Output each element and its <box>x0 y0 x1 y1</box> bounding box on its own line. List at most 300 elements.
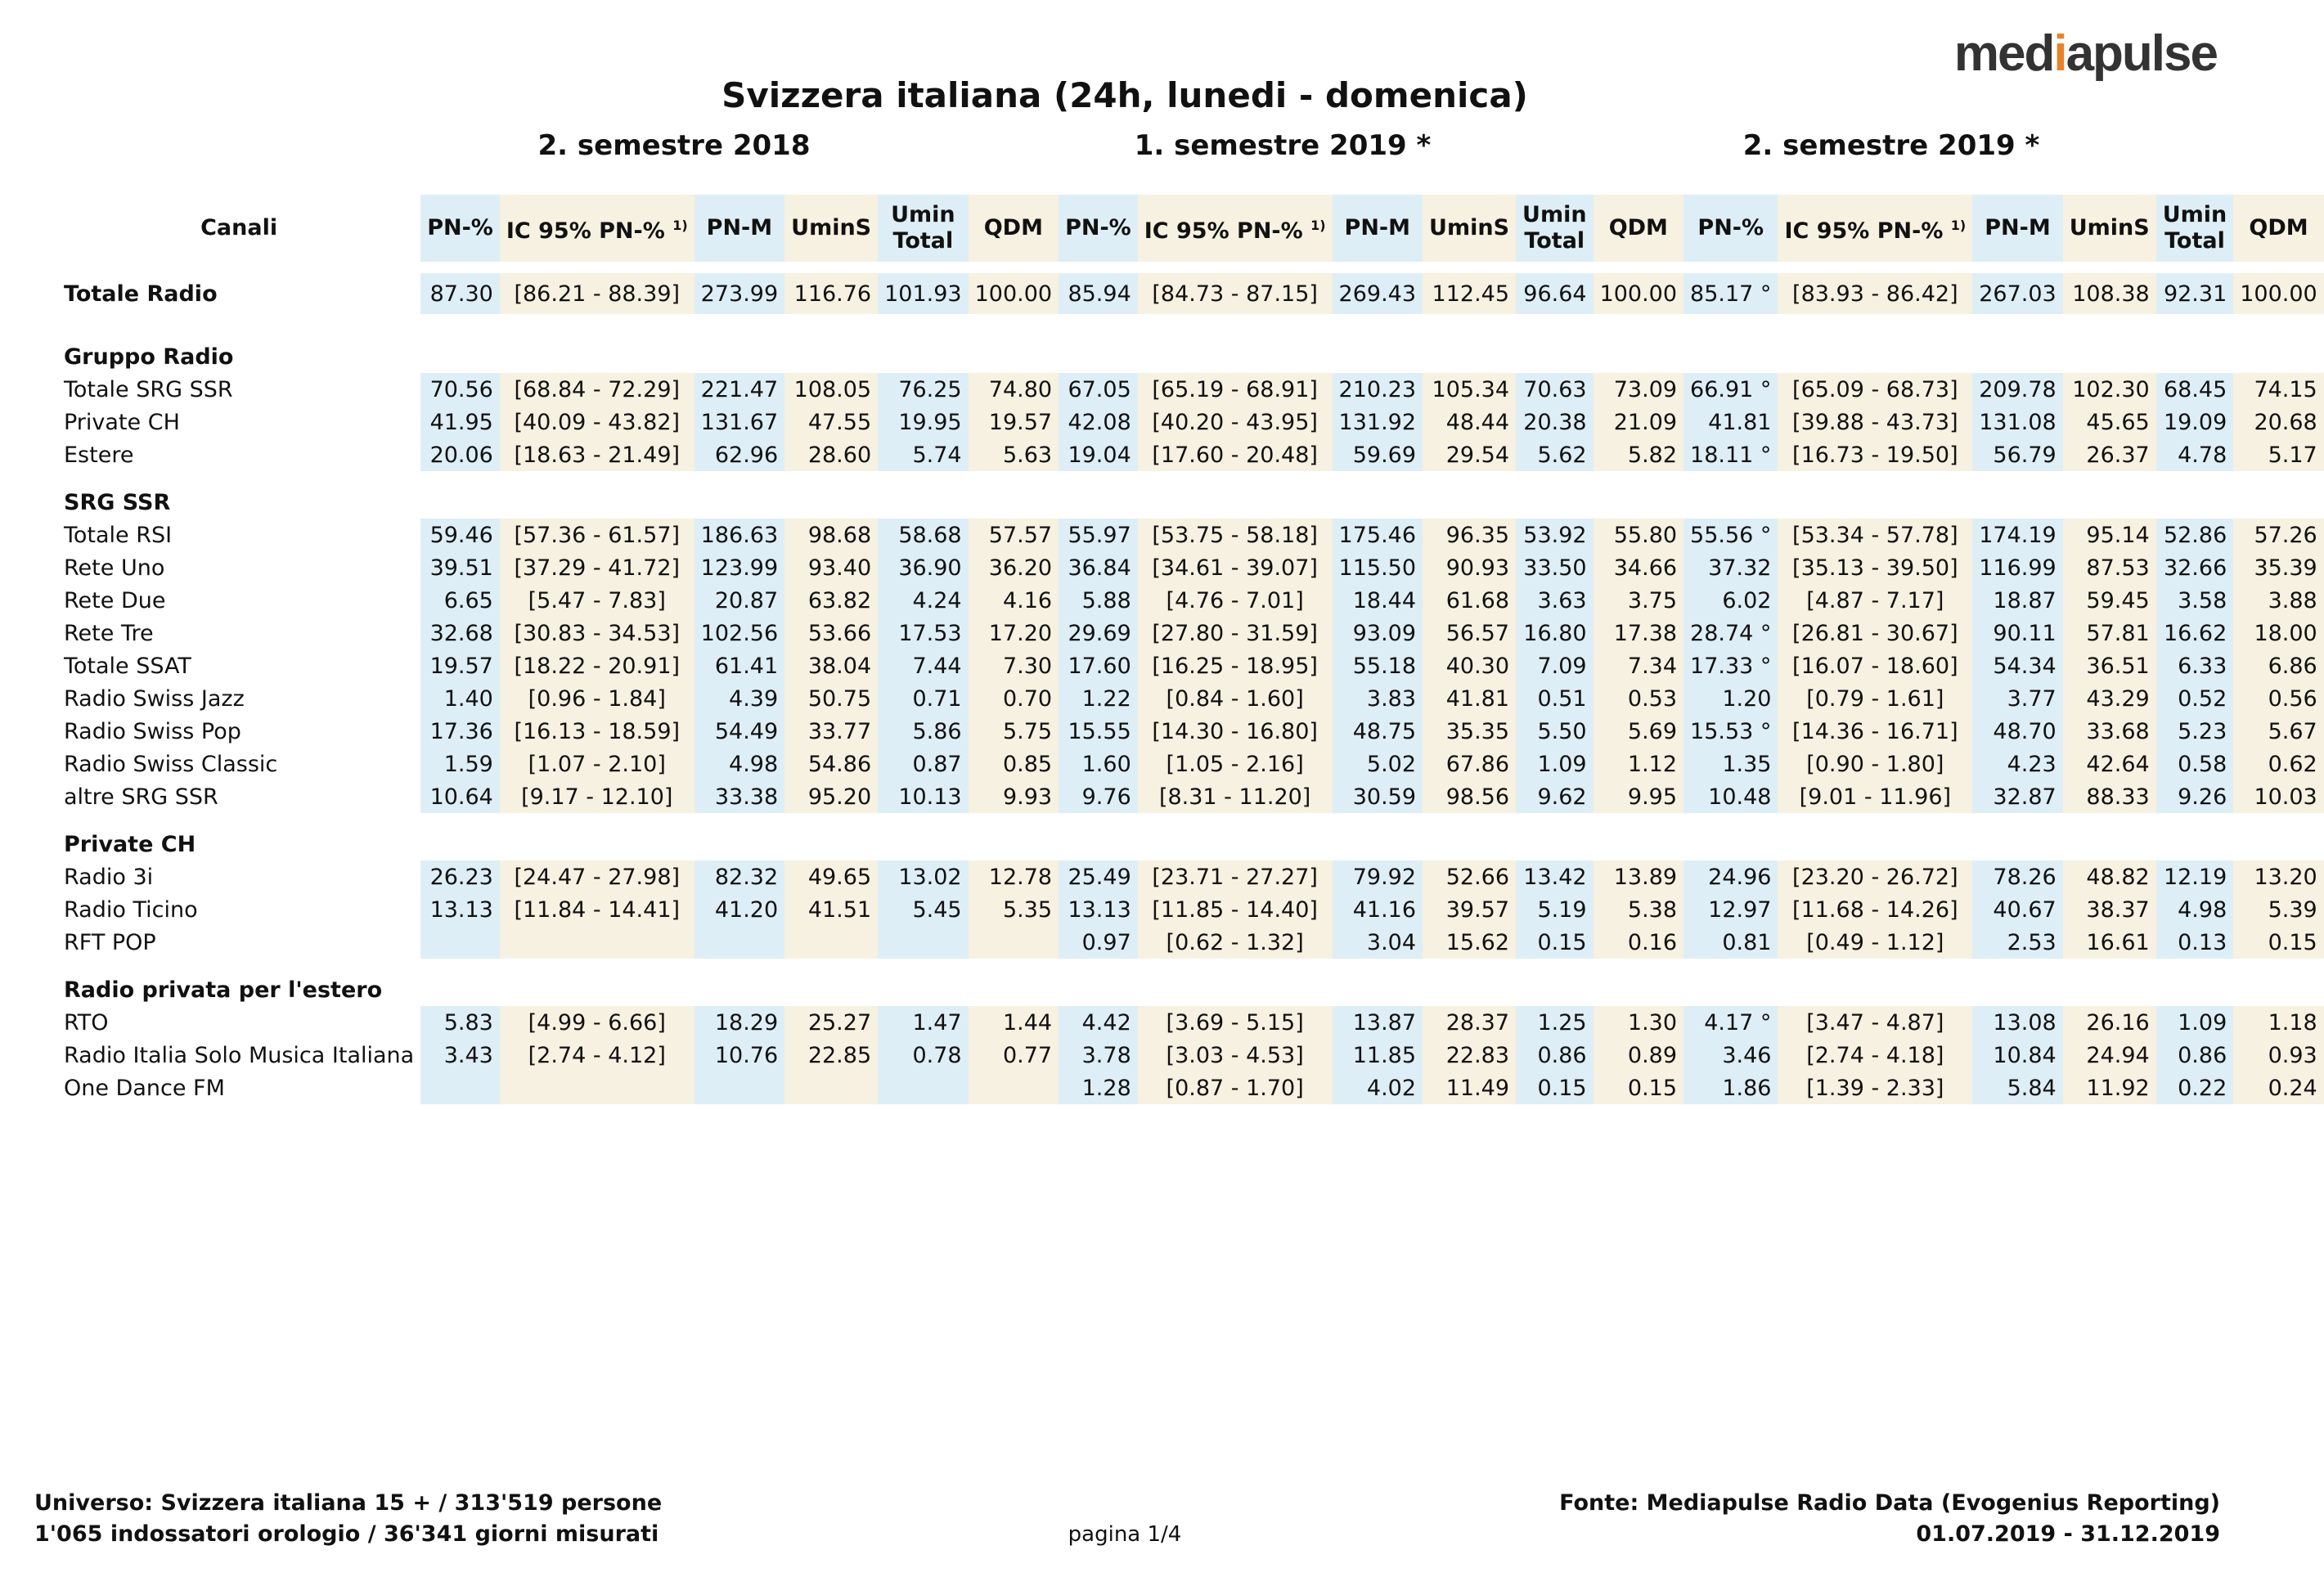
cell-pn-m: 2.53 <box>1972 926 2062 959</box>
cell-umins: 63.82 <box>784 584 878 617</box>
cell-pn-pct: 1.59 <box>420 748 500 780</box>
cell-pn-m: 4.23 <box>1972 748 2062 780</box>
cell-ic-95: [0.84 - 1.60] <box>1138 682 1333 715</box>
cell-umins: 87.53 <box>2063 551 2156 584</box>
cell-pn-pct: 10.64 <box>420 780 500 813</box>
table-row <box>57 551 2324 584</box>
cell-umins: 38.37 <box>2063 893 2156 926</box>
cell-pn-m: 175.46 <box>1333 519 1423 551</box>
cell-ic-95: [24.47 - 27.98] <box>500 860 695 893</box>
cell-umins: 38.04 <box>784 649 878 682</box>
cell-pn-pct: 39.51 <box>420 551 500 584</box>
cell-pn-m: 123.99 <box>695 551 784 584</box>
cell-pn-m: 90.11 <box>1972 617 2062 649</box>
cell-qdm: 19.57 <box>969 406 1059 438</box>
table-row <box>57 748 2324 780</box>
cell-umin-total: 17.53 <box>878 617 968 649</box>
cell-pn-pct: 6.65 <box>420 584 500 617</box>
cell-umin-total: 1.47 <box>878 1006 968 1039</box>
cell-umins: 90.93 <box>1423 551 1516 584</box>
col-header-umins: UminS <box>1423 195 1516 262</box>
cell-pn-pct: 13.13 <box>1059 893 1138 926</box>
cell-pn-m <box>695 1072 784 1104</box>
cell-ic-95: [16.25 - 18.95] <box>1138 649 1333 682</box>
footer-source <box>1559 1488 2220 1550</box>
footer-source-line2: 01.07.2019 - 31.12.2019 <box>1916 1521 2220 1547</box>
col-header-pn-pct: PN-% <box>1059 195 1138 262</box>
cell-pn-pct: 66.91 ° <box>1683 373 1778 406</box>
cell-pn-pct: 5.88 <box>1059 584 1138 617</box>
table-row <box>57 438 2324 471</box>
cell-umin-total: 5.45 <box>878 893 968 926</box>
channel-name: Rete Due <box>64 587 166 613</box>
cell-pn-pct: 41.95 <box>420 406 500 438</box>
cell-umins: 28.37 <box>1423 1006 1516 1039</box>
cell-ic-95: [30.83 - 34.53] <box>500 617 695 649</box>
table-row <box>57 649 2324 682</box>
channel-name: Radio Ticino <box>64 896 198 923</box>
cell-umin-total: 0.15 <box>1516 926 1594 959</box>
cell-ic-95: [83.93 - 86.42] <box>1778 273 1972 314</box>
channel-name: Radio Swiss Classic <box>64 751 278 777</box>
cell-umins: 116.76 <box>784 273 878 314</box>
cell-ic-95 <box>500 926 695 959</box>
cell-umin-total: 53.92 <box>1516 519 1594 551</box>
cell-ic-95: [16.07 - 18.60] <box>1778 649 1972 682</box>
cell-qdm: 0.53 <box>1594 682 1683 715</box>
cell-qdm: 5.63 <box>969 438 1059 471</box>
cell-umin-total: 9.26 <box>2156 780 2234 813</box>
cell-ic-95: [86.21 - 88.39] <box>500 273 695 314</box>
cell-qdm: 36.20 <box>969 551 1059 584</box>
table-row <box>57 373 2324 406</box>
cell-ic-95: [3.47 - 4.87] <box>1778 1006 1972 1039</box>
table-row <box>57 584 2324 617</box>
cell-pn-pct: 1.86 <box>1683 1072 1778 1104</box>
cell-pn-pct: 25.49 <box>1059 860 1138 893</box>
cell-umin-total: 1.25 <box>1516 1006 1594 1039</box>
cell-qdm: 34.66 <box>1594 551 1683 584</box>
cell-pn-m: 48.70 <box>1972 715 2062 748</box>
cell-qdm: 20.68 <box>2233 406 2323 438</box>
cell-ic-95: [37.29 - 41.72] <box>500 551 695 584</box>
col-header-pn-m: PN-M <box>695 195 784 262</box>
cell-pn-pct: 3.43 <box>420 1039 500 1072</box>
cell-umins: 11.92 <box>2063 1072 2156 1104</box>
cell-umins: 108.05 <box>784 373 878 406</box>
cell-qdm: 1.30 <box>1594 1006 1683 1039</box>
col-header-qdm: QDM <box>1594 195 1683 262</box>
cell-qdm: 18.00 <box>2233 617 2323 649</box>
cell-umins: 56.57 <box>1423 617 1516 649</box>
cell-pn-pct: 85.94 <box>1059 273 1138 314</box>
cell-umin-total: 0.71 <box>878 682 968 715</box>
cell-umins <box>784 926 878 959</box>
cell-qdm: 4.16 <box>969 584 1059 617</box>
cell-ic-95: [53.34 - 57.78] <box>1778 519 1972 551</box>
period-header-2: 1. semestre 2019 * <box>1134 129 1432 162</box>
col-header-umin-total <box>1516 195 1594 262</box>
cell-umins: 105.34 <box>1423 373 1516 406</box>
cell-ic-95: [0.62 - 1.32] <box>1138 926 1333 959</box>
cell-umin-total: 5.74 <box>878 438 968 471</box>
cell-umin-total: 0.51 <box>1516 682 1594 715</box>
col-header-ic <box>1778 195 1972 262</box>
section-title: Radio privata per l'estero <box>64 977 383 1003</box>
cell-ic-95: [5.47 - 7.83] <box>500 584 695 617</box>
cell-qdm: 5.35 <box>969 893 1059 926</box>
table-row <box>57 780 2324 813</box>
cell-qdm: 9.95 <box>1594 780 1683 813</box>
cell-pn-m: 4.39 <box>695 682 784 715</box>
col-header-ic-label: IC 95% PN-% <box>1784 218 1944 244</box>
cell-ic-95: [18.63 - 21.49] <box>500 438 695 471</box>
cell-qdm <box>969 926 1059 959</box>
cell-ic-95: [40.20 - 43.95] <box>1138 406 1333 438</box>
channel-name: Totale SRG SSR <box>64 376 233 402</box>
col-header-umin-line1: Umin <box>891 202 955 227</box>
footer-universe-line1: Universo: Svizzera italiana 15 + / 313'519 persone <box>34 1490 663 1516</box>
cell-pn-m: 115.50 <box>1333 551 1423 584</box>
cell-pn-m: 56.79 <box>1972 438 2062 471</box>
cell-umin-total: 5.62 <box>1516 438 1594 471</box>
cell-pn-pct: 41.81 <box>1683 406 1778 438</box>
cell-umins: 41.51 <box>784 893 878 926</box>
cell-qdm: 35.39 <box>2233 551 2323 584</box>
cell-pn-pct: 1.28 <box>1059 1072 1138 1104</box>
cell-umins: 33.77 <box>784 715 878 748</box>
section-title: Private CH <box>64 832 196 857</box>
cell-qdm: 0.56 <box>2233 682 2323 715</box>
cell-qdm: 21.09 <box>1594 406 1683 438</box>
cell-ic-95: [0.79 - 1.61] <box>1778 682 1972 715</box>
channel-name: Rete Uno <box>64 555 165 581</box>
cell-ic-95: [17.60 - 20.48] <box>1138 438 1333 471</box>
cell-umins: 108.38 <box>2063 273 2156 314</box>
cell-ic-95: [14.36 - 16.71] <box>1778 715 1972 748</box>
cell-pn-pct: 1.35 <box>1683 748 1778 780</box>
cell-pn-pct: 13.13 <box>420 893 500 926</box>
cell-pn-pct: 15.53 ° <box>1683 715 1778 748</box>
cell-ic-95: [3.03 - 4.53] <box>1138 1039 1333 1072</box>
section-header-row <box>57 471 2324 519</box>
col-header-pn-pct: PN-% <box>1683 195 1778 262</box>
cell-umins: 33.68 <box>2063 715 2156 748</box>
cell-umins: 42.64 <box>2063 748 2156 780</box>
col-header-qdm: QDM <box>2233 195 2323 262</box>
col-header-total-line2: Total <box>892 228 954 254</box>
cell-umin-total: 0.52 <box>2156 682 2234 715</box>
cell-pn-pct: 3.78 <box>1059 1039 1138 1072</box>
cell-ic-95: [0.96 - 1.84] <box>500 682 695 715</box>
cell-pn-pct: 5.83 <box>420 1006 500 1039</box>
cell-umins: 98.56 <box>1423 780 1516 813</box>
cell-qdm: 0.93 <box>2233 1039 2323 1072</box>
cell-pn-pct: 9.76 <box>1059 780 1138 813</box>
cell-pn-pct: 36.84 <box>1059 551 1138 584</box>
section-title: Gruppo Radio <box>64 344 234 370</box>
cell-umin-total: 70.63 <box>1516 373 1594 406</box>
cell-ic-95: [18.22 - 20.91] <box>500 649 695 682</box>
cell-pn-m: 54.34 <box>1972 649 2062 682</box>
cell-pn-m: 93.09 <box>1333 617 1423 649</box>
cell-ic-95: [1.39 - 2.33] <box>1778 1072 1972 1104</box>
channel-name: Radio Italia Solo Musica Italiana <box>64 1042 415 1068</box>
cell-pn-m: 3.83 <box>1333 682 1423 715</box>
cell-umins: 88.33 <box>2063 780 2156 813</box>
cell-pn-m: 62.96 <box>695 438 784 471</box>
cell-umin-total: 3.58 <box>2156 584 2234 617</box>
section-title: SRG SSR <box>64 490 171 515</box>
section-header-row <box>57 326 2324 373</box>
cell-pn-pct: 70.56 <box>420 373 500 406</box>
cell-umins: 52.66 <box>1423 860 1516 893</box>
footnote-marker: 1) <box>1310 217 1326 233</box>
cell-pn-m: 10.76 <box>695 1039 784 1072</box>
cell-umin-total: 19.09 <box>2156 406 2234 438</box>
cell-umin-total: 5.50 <box>1516 715 1594 748</box>
cell-umin-total: 13.02 <box>878 860 968 893</box>
cell-umins: 59.45 <box>2063 584 2156 617</box>
cell-umin-total: 52.86 <box>2156 519 2234 551</box>
cell-umin-total: 13.42 <box>1516 860 1594 893</box>
cell-ic-95: [65.09 - 68.73] <box>1778 373 1972 406</box>
cell-pn-pct: 32.68 <box>420 617 500 649</box>
cell-umins: 15.62 <box>1423 926 1516 959</box>
cell-qdm: 5.82 <box>1594 438 1683 471</box>
cell-ic-95: [2.74 - 4.12] <box>500 1039 695 1072</box>
cell-umin-total: 20.38 <box>1516 406 1594 438</box>
cell-ic-95: [4.87 - 7.17] <box>1778 584 1972 617</box>
cell-pn-pct: 6.02 <box>1683 584 1778 617</box>
cell-qdm: 5.39 <box>2233 893 2323 926</box>
cell-ic-95: [34.61 - 39.07] <box>1138 551 1333 584</box>
cell-qdm: 74.15 <box>2233 373 2323 406</box>
cell-pn-m: 33.38 <box>695 780 784 813</box>
cell-qdm: 0.62 <box>2233 748 2323 780</box>
cell-umins: 96.35 <box>1423 519 1516 551</box>
cell-pn-pct: 0.81 <box>1683 926 1778 959</box>
channel-name: Totale RSI <box>64 522 173 548</box>
cell-umins: 54.86 <box>784 748 878 780</box>
cell-umins: 102.30 <box>2063 373 2156 406</box>
cell-umin-total: 6.33 <box>2156 649 2234 682</box>
cell-qdm: 57.57 <box>969 519 1059 551</box>
cell-pn-pct: 24.96 <box>1683 860 1778 893</box>
col-header-canali: Canali <box>200 215 278 240</box>
cell-pn-pct: 10.48 <box>1683 780 1778 813</box>
cell-umins: 49.65 <box>784 860 878 893</box>
cell-umin-total: 0.58 <box>2156 748 2234 780</box>
cell-umins: 35.35 <box>1423 715 1516 748</box>
cell-pn-pct: 67.05 <box>1059 373 1138 406</box>
cell-pn-m: 102.56 <box>695 617 784 649</box>
cell-pn-pct: 59.46 <box>420 519 500 551</box>
cell-umins: 47.55 <box>784 406 878 438</box>
cell-pn-pct: 85.17 ° <box>1683 273 1778 314</box>
col-header-pn-m: PN-M <box>1972 195 2062 262</box>
cell-pn-m: 54.49 <box>695 715 784 748</box>
cell-umins: 48.82 <box>2063 860 2156 893</box>
col-header-umins: UminS <box>2063 195 2156 262</box>
cell-ic-95: [16.13 - 18.59] <box>500 715 695 748</box>
cell-umins: 11.49 <box>1423 1072 1516 1104</box>
cell-umin-total: 0.78 <box>878 1039 968 1072</box>
cell-umin-total: 4.78 <box>2156 438 2234 471</box>
cell-pn-m: 116.99 <box>1972 551 2062 584</box>
cell-pn-pct: 26.23 <box>420 860 500 893</box>
cell-ic-95: [84.73 - 87.15] <box>1138 273 1333 314</box>
cell-ic-95: [4.76 - 7.01] <box>1138 584 1333 617</box>
cell-umin-total: 36.90 <box>878 551 968 584</box>
cell-ic-95: [39.88 - 43.73] <box>1778 406 1972 438</box>
cell-umins: 48.44 <box>1423 406 1516 438</box>
cell-qdm: 100.00 <box>969 273 1059 314</box>
cell-qdm: 1.18 <box>2233 1006 2323 1039</box>
cell-pn-pct: 42.08 <box>1059 406 1138 438</box>
cell-pn-m: 5.84 <box>1972 1072 2062 1104</box>
cell-umins: 112.45 <box>1423 273 1516 314</box>
cell-umins: 26.16 <box>2063 1006 2156 1039</box>
table-row <box>57 682 2324 715</box>
cell-pn-pct: 1.22 <box>1059 682 1138 715</box>
col-header-umin-line1: Umin <box>1522 202 1587 227</box>
cell-qdm: 0.15 <box>1594 1072 1683 1104</box>
cell-ic-95: [68.84 - 72.29] <box>500 373 695 406</box>
col-header-umin-total <box>2156 195 2234 262</box>
page-number: pagina 1/4 <box>1068 1522 1182 1547</box>
period-header-1: 2. semestre 2018 <box>537 129 811 162</box>
cell-pn-pct: 1.40 <box>420 682 500 715</box>
cell-umin-total: 0.87 <box>878 748 968 780</box>
cell-qdm: 0.77 <box>969 1039 1059 1072</box>
cell-qdm: 7.30 <box>969 649 1059 682</box>
cell-pn-m: 55.18 <box>1333 649 1423 682</box>
cell-ic-95: [35.13 - 39.50] <box>1778 551 1972 584</box>
cell-pn-m: 3.77 <box>1972 682 2062 715</box>
cell-qdm: 55.80 <box>1594 519 1683 551</box>
cell-pn-m: 48.75 <box>1333 715 1423 748</box>
cell-umin-total: 3.63 <box>1516 584 1594 617</box>
mediapulse-logo: mediapulse <box>1953 25 2217 82</box>
cell-umins: 95.20 <box>784 780 878 813</box>
cell-qdm: 10.03 <box>2233 780 2323 813</box>
cell-pn-pct: 55.97 <box>1059 519 1138 551</box>
cell-qdm: 17.20 <box>969 617 1059 649</box>
cell-qdm: 17.38 <box>1594 617 1683 649</box>
cell-qdm: 3.75 <box>1594 584 1683 617</box>
cell-pn-pct: 1.60 <box>1059 748 1138 780</box>
col-header-total-line2: Total <box>1524 228 1585 254</box>
cell-umin-total: 92.31 <box>2156 273 2234 314</box>
channel-name: Radio Swiss Jazz <box>64 685 245 712</box>
cell-umin-total: 0.15 <box>1516 1072 1594 1104</box>
table-row <box>57 1039 2324 1072</box>
channel-name: Totale Radio <box>64 281 218 307</box>
cell-umin-total: 10.13 <box>878 780 968 813</box>
cell-qdm: 1.12 <box>1594 748 1683 780</box>
cell-umins: 95.14 <box>2063 519 2156 551</box>
cell-umins: 41.81 <box>1423 682 1516 715</box>
cell-qdm: 0.16 <box>1594 926 1683 959</box>
cell-ic-95: [9.01 - 11.96] <box>1778 780 1972 813</box>
channel-name: One Dance FM <box>64 1075 225 1101</box>
cell-pn-pct: 17.36 <box>420 715 500 748</box>
spacer <box>57 262 2324 273</box>
col-header-pn-pct: PN-% <box>420 195 500 262</box>
cell-umin-total: 4.24 <box>878 584 968 617</box>
cell-qdm: 100.00 <box>1594 273 1683 314</box>
cell-umins: 57.81 <box>2063 617 2156 649</box>
cell-pn-pct: 87.30 <box>420 273 500 314</box>
cell-qdm: 100.00 <box>2233 273 2323 314</box>
cell-pn-m: 41.16 <box>1333 893 1423 926</box>
cell-pn-m: 10.84 <box>1972 1039 2062 1072</box>
cell-pn-m: 221.47 <box>695 373 784 406</box>
cell-umins: 53.66 <box>784 617 878 649</box>
cell-umin-total: 0.86 <box>2156 1039 2234 1072</box>
cell-umin-total: 0.13 <box>2156 926 2234 959</box>
cell-qdm: 0.15 <box>2233 926 2323 959</box>
cell-umin-total: 33.50 <box>1516 551 1594 584</box>
cell-umins: 36.51 <box>2063 649 2156 682</box>
channel-name: Radio Swiss Pop <box>64 718 241 744</box>
cell-umins: 22.85 <box>784 1039 878 1072</box>
cell-ic-95: [8.31 - 11.20] <box>1138 780 1333 813</box>
col-header-qdm: QDM <box>969 195 1059 262</box>
cell-umins: 40.30 <box>1423 649 1516 682</box>
cell-umins: 24.94 <box>2063 1039 2156 1072</box>
cell-ic-95: [40.09 - 43.82] <box>500 406 695 438</box>
cell-qdm: 5.69 <box>1594 715 1683 748</box>
cell-pn-m: 40.67 <box>1972 893 2062 926</box>
page-title: Svizzera italiana (24h, lunedi - domenica) <box>721 75 1528 115</box>
col-header-ic <box>1138 195 1333 262</box>
cell-ic-95: [2.74 - 4.18] <box>1778 1039 1972 1072</box>
cell-pn-m: 82.32 <box>695 860 784 893</box>
cell-umin-total: 5.19 <box>1516 893 1594 926</box>
cell-ic-95: [3.69 - 5.15] <box>1138 1006 1333 1039</box>
cell-pn-m: 20.87 <box>695 584 784 617</box>
cell-pn-m: 18.87 <box>1972 584 2062 617</box>
cell-umins: 93.40 <box>784 551 878 584</box>
cell-pn-m: 4.02 <box>1333 1072 1423 1104</box>
cell-umin-total <box>878 1072 968 1104</box>
cell-ic-95: [11.85 - 14.40] <box>1138 893 1333 926</box>
cell-umins: 50.75 <box>784 682 878 715</box>
cell-pn-pct: 19.57 <box>420 649 500 682</box>
table-row <box>57 406 2324 438</box>
cell-pn-m: 209.78 <box>1972 373 2062 406</box>
cell-qdm: 13.20 <box>2233 860 2323 893</box>
cell-pn-pct: 15.55 <box>1059 715 1138 748</box>
cell-pn-pct: 0.97 <box>1059 926 1138 959</box>
cell-umins: 67.86 <box>1423 748 1516 780</box>
table-row <box>57 715 2324 748</box>
cell-qdm: 1.44 <box>969 1006 1059 1039</box>
section-header-row <box>57 813 2324 860</box>
cell-pn-m: 5.02 <box>1333 748 1423 780</box>
audience-table <box>57 195 2324 1104</box>
cell-pn-m: 13.87 <box>1333 1006 1423 1039</box>
cell-umin-total: 7.44 <box>878 649 968 682</box>
cell-pn-m: 3.04 <box>1333 926 1423 959</box>
channel-name: Private CH <box>64 409 180 435</box>
spacer <box>57 314 2324 326</box>
cell-pn-m: 18.29 <box>695 1006 784 1039</box>
cell-pn-pct: 4.42 <box>1059 1006 1138 1039</box>
cell-ic-95: [4.99 - 6.66] <box>500 1006 695 1039</box>
